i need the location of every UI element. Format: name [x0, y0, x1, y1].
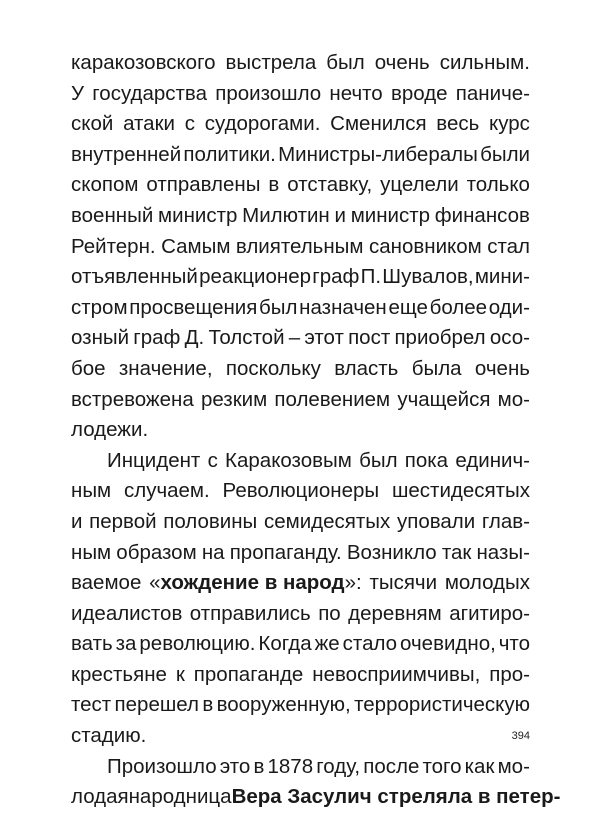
word: с — [184, 112, 195, 136]
word: П. — [360, 265, 382, 289]
text-line — [71, 79, 530, 110]
word: оди- — [488, 295, 530, 319]
word: в — [253, 754, 265, 778]
word: мини- — [474, 265, 530, 289]
word: Министры-либералы — [278, 142, 478, 166]
word: молодых — [444, 571, 530, 595]
word: паниче- — [455, 81, 530, 105]
text-line — [71, 385, 530, 416]
word: этот — [304, 326, 344, 350]
word: про- — [489, 662, 530, 686]
word: 1878 — [267, 754, 314, 778]
word: просвещения — [129, 295, 258, 319]
text-line — [71, 507, 530, 538]
word: пост — [348, 326, 391, 350]
page-body-text — [71, 48, 561, 813]
word: по — [318, 601, 341, 625]
word: бое — [71, 356, 106, 380]
text-line — [71, 476, 530, 507]
word: Рейтерн. — [71, 234, 156, 258]
word: выстрела — [225, 51, 317, 74]
paragraph — [71, 446, 530, 752]
word: на — [201, 540, 225, 564]
word: назначен — [299, 295, 387, 319]
word: Шувалов, — [382, 265, 474, 289]
text-line — [71, 660, 530, 691]
word — [232, 782, 561, 813]
word: случаем. — [123, 479, 210, 503]
word: «хождение в народ»: — [149, 571, 362, 595]
word: тысячи — [369, 571, 438, 595]
word: мо- — [497, 754, 530, 778]
word: с — [207, 448, 218, 472]
text-line — [71, 782, 561, 813]
word: атаки — [123, 112, 175, 136]
word: агитиро- — [449, 601, 530, 625]
text-line — [71, 232, 530, 263]
word: единич- — [455, 448, 530, 472]
word: сановником — [368, 234, 482, 258]
word: только — [466, 173, 530, 197]
word: очевидно, — [400, 632, 496, 656]
word: граф — [133, 326, 181, 350]
word: более — [429, 295, 488, 319]
word: стал — [487, 234, 530, 258]
word: внутренней — [71, 142, 182, 166]
word: весь — [436, 112, 480, 136]
word: судорогами. — [204, 112, 321, 136]
word: Инцидент — [107, 448, 201, 472]
page-number: 394 — [511, 730, 530, 742]
word: в — [268, 173, 280, 197]
word: скопом — [71, 173, 139, 197]
word: стром — [71, 295, 128, 319]
text-line — [71, 293, 530, 324]
text-line — [71, 170, 530, 201]
word: за — [115, 632, 137, 656]
word: министр — [158, 203, 238, 227]
word: озный — [71, 326, 130, 350]
word: Революционеры — [222, 479, 380, 503]
text-line — [71, 201, 530, 232]
word: Когда — [258, 632, 312, 656]
text-line — [71, 323, 530, 354]
word: революцию. — [139, 632, 256, 656]
word: уповали — [396, 509, 476, 533]
word: лодежи. — [71, 418, 149, 442]
word: был — [259, 295, 298, 319]
word: приобрел — [394, 326, 486, 350]
word: половины — [163, 509, 258, 533]
word: невосприимчивы, — [312, 662, 481, 686]
word: образом — [116, 540, 197, 564]
text-line — [71, 140, 530, 171]
word: семидесятых — [263, 509, 391, 533]
word: очень — [374, 51, 430, 74]
word: реакционер — [199, 265, 311, 289]
word: отправлены — [146, 173, 261, 197]
word: тест — [71, 693, 112, 717]
text-line — [71, 629, 530, 660]
word: шестидесятых — [391, 479, 530, 503]
text-line — [71, 354, 530, 385]
word: как — [464, 754, 495, 778]
word: Сменился — [330, 112, 427, 136]
word: полевением — [274, 387, 391, 411]
text-line — [71, 599, 530, 630]
word: влиятельным — [235, 234, 364, 258]
text-line — [71, 721, 530, 752]
word: финансов — [434, 203, 530, 227]
word: и — [334, 203, 346, 227]
text-line — [71, 415, 530, 446]
text-line — [71, 690, 530, 721]
word: Толстой — [208, 326, 285, 350]
word: первой — [89, 509, 157, 533]
word: ской — [71, 112, 114, 136]
word: ваемое — [71, 571, 142, 595]
word: году, — [316, 754, 361, 778]
word: террористическую — [354, 693, 530, 717]
word: учащейся — [397, 387, 491, 411]
word: глав- — [481, 509, 530, 533]
word: была — [411, 356, 462, 380]
word: того — [422, 754, 462, 778]
word: уцелели — [380, 173, 459, 197]
word: Произошло — [107, 754, 217, 778]
word: министр — [350, 203, 431, 227]
paragraph — [71, 48, 530, 446]
bold-emphasis: хождение в народ — [160, 571, 345, 595]
word: назы- — [476, 540, 530, 564]
word: произошло — [215, 81, 322, 105]
bold-emphasis: Вера Засулич стреляла в петер- — [231, 785, 561, 809]
word: очень — [474, 356, 530, 380]
word: нечто — [329, 81, 383, 105]
paragraph — [71, 752, 561, 813]
word: власть — [334, 356, 399, 380]
word: деревням — [348, 601, 442, 625]
word: политики. — [183, 142, 276, 166]
word: – — [288, 326, 301, 350]
word: Каракозовым — [225, 448, 352, 472]
text-line — [71, 752, 530, 783]
word: осо- — [489, 326, 530, 350]
word: был — [326, 51, 365, 74]
text-line — [71, 109, 530, 140]
word: пропаганду. — [229, 540, 342, 564]
word: стало — [342, 632, 398, 656]
word: пропаганде — [193, 662, 304, 686]
word: ным — [71, 540, 112, 564]
word: мо- — [497, 387, 530, 411]
word: стадию. — [71, 724, 147, 748]
word: что — [498, 632, 530, 656]
word: каракозовского — [71, 51, 216, 74]
word: лодая — [71, 785, 129, 809]
word: отъявленный — [71, 265, 198, 289]
word: крестьяне — [71, 662, 167, 686]
word: был — [359, 448, 398, 472]
word: отставку, — [287, 173, 373, 197]
word: сильным. — [439, 51, 530, 74]
word: значение, — [118, 356, 213, 380]
text-line — [71, 568, 530, 599]
word: идеалистов — [71, 601, 183, 625]
word: это — [219, 754, 251, 778]
text-line — [71, 538, 530, 569]
word: вооруженную, — [216, 693, 351, 717]
word: в — [202, 693, 214, 717]
word: вать — [71, 632, 113, 656]
word: государства — [92, 81, 207, 105]
text-line — [71, 446, 530, 477]
word: курс — [489, 112, 530, 136]
word: встревожена — [71, 387, 194, 411]
word: к — [175, 662, 185, 686]
word: ным — [71, 479, 112, 503]
word: Самым — [161, 234, 231, 258]
text-line — [71, 48, 530, 79]
word: Д. — [184, 326, 205, 350]
word: поскольку — [225, 356, 321, 380]
word: пока — [404, 448, 449, 472]
word: были — [480, 142, 530, 166]
text-line — [71, 262, 530, 293]
word: отправились — [189, 601, 311, 625]
word: Милютин — [242, 203, 330, 227]
word: после — [363, 754, 420, 778]
word: У — [71, 81, 85, 105]
word: Возникло — [346, 540, 437, 564]
word: граф — [312, 265, 360, 289]
word: перешел — [114, 693, 199, 717]
word: вроде — [390, 81, 448, 105]
word: так — [441, 540, 472, 564]
word: военный — [71, 203, 154, 227]
word: и — [71, 509, 83, 533]
word: же — [314, 632, 340, 656]
word: резким — [200, 387, 268, 411]
word: еще — [388, 295, 428, 319]
word: народница — [128, 785, 232, 809]
